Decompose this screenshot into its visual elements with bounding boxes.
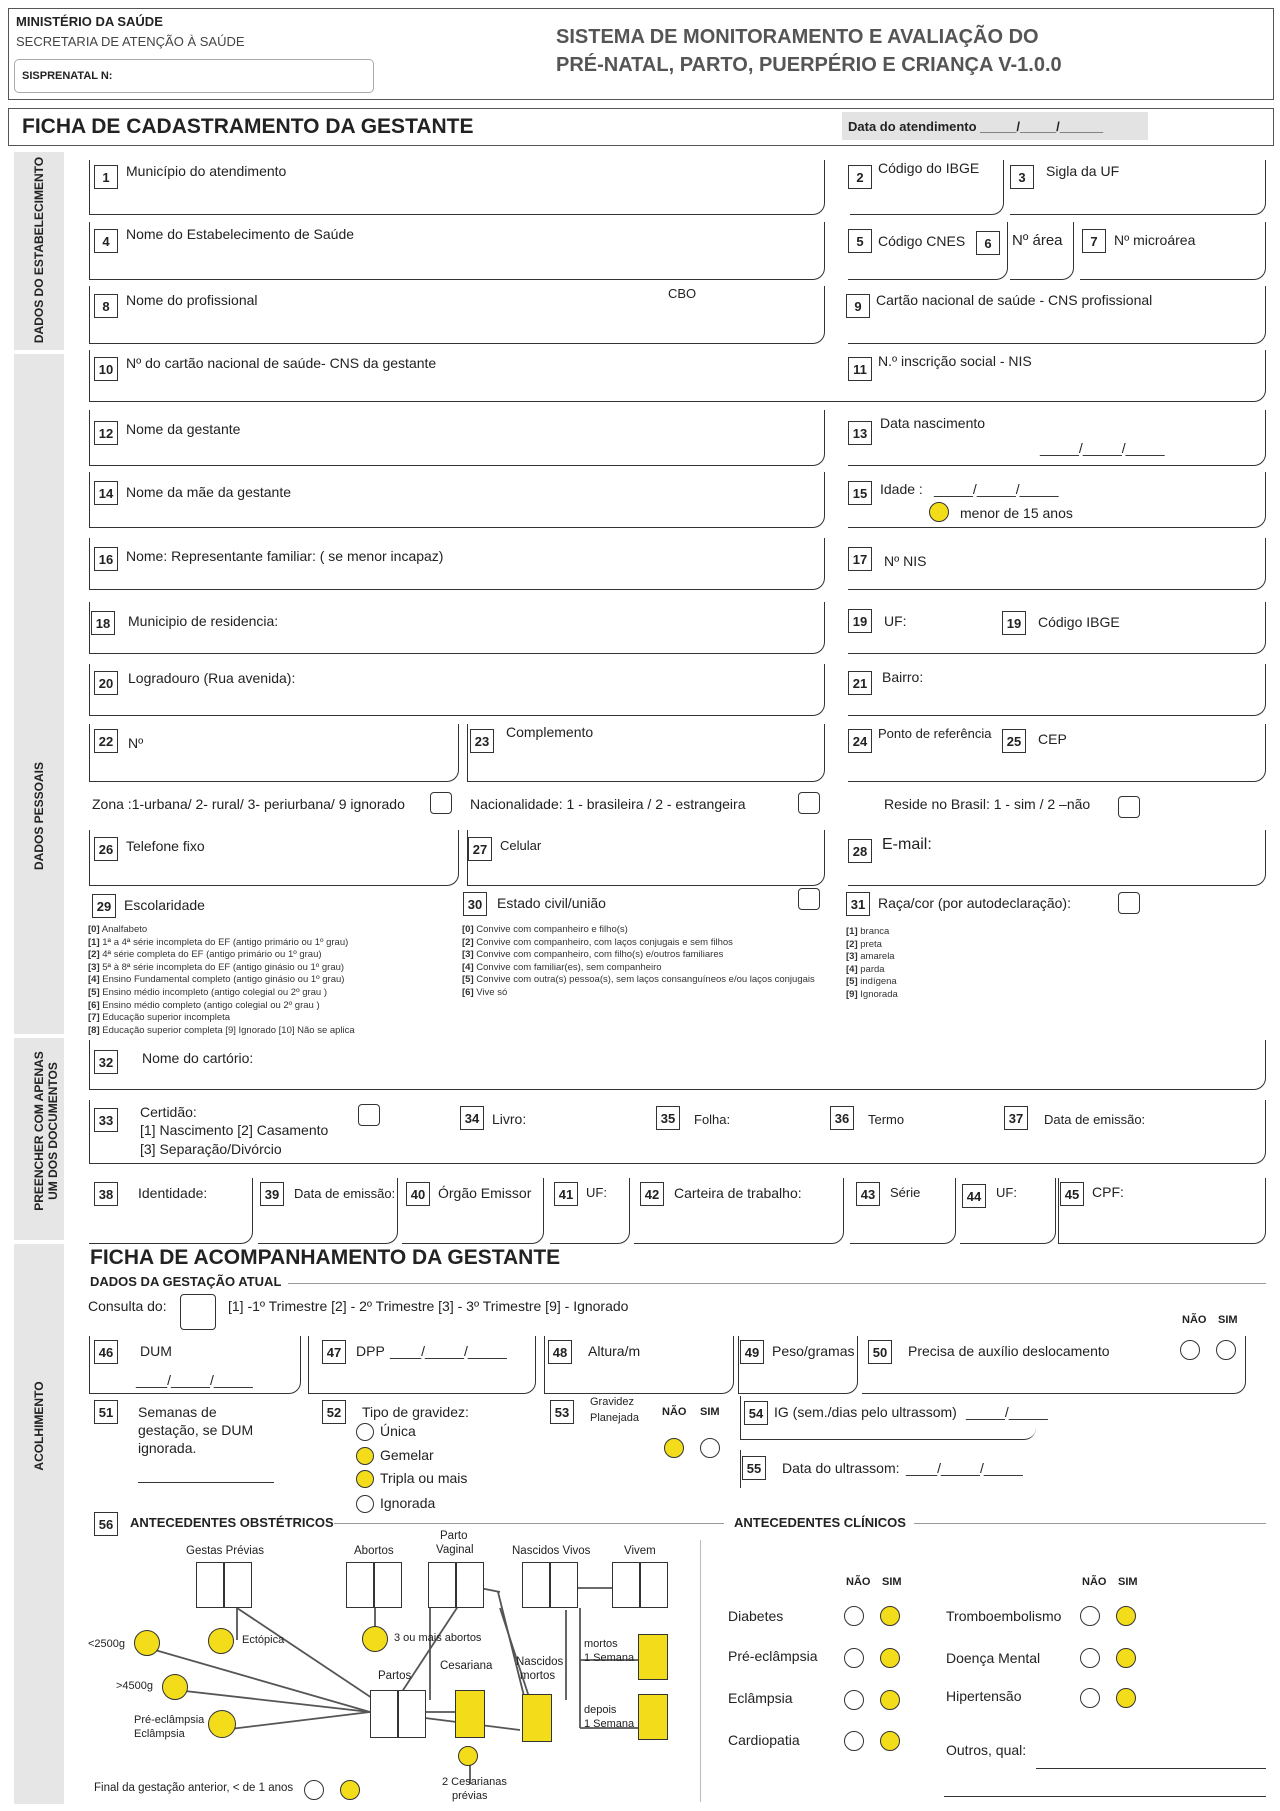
clinical-eclampsia-label: Eclâmpsia <box>728 1690 793 1706</box>
side-establishment-label: DADOS DO ESTABELECIMENTO <box>32 156 46 344</box>
field-12-number: 12 <box>94 421 118 445</box>
field-16-number: 16 <box>94 547 118 571</box>
consulta-label: Consulta do: <box>88 1298 167 1314</box>
gt4500-radio[interactable] <box>162 1674 188 1700</box>
field-34-number: 34 <box>460 1106 484 1130</box>
pregnancy-type-ignorada-label: Ignorada <box>380 1495 436 1511</box>
clinical-outros-label: Outros, qual: <box>946 1742 1027 1758</box>
cesarianas-previas-radio[interactable] <box>458 1746 478 1766</box>
clinical-diabetes-label: Diabetes <box>728 1608 784 1624</box>
side-reception-label: ACOLHIMENTO <box>32 1381 46 1471</box>
clinical-right-sim: SIM <box>1118 1576 1138 1588</box>
raca-option: [4] parda <box>846 963 885 975</box>
field-53-number: 53 <box>550 1400 574 1424</box>
reside-label: Reside no Brasil: 1 - sim / 2 –não <box>884 796 1091 812</box>
field-37-number: 37 <box>1004 1106 1028 1130</box>
raca-option: [3] amarela <box>846 951 895 963</box>
field-15-date[interactable]: _____/_____/_____ <box>934 481 1059 497</box>
gestas-previas-label: Gestas Prévias <box>186 1545 264 1557</box>
clinical-outros-line-1[interactable] <box>1036 1768 1266 1769</box>
clinical-right-nao: NÃO <box>1082 1576 1107 1588</box>
field-2-number: 2 <box>848 165 872 189</box>
clinical-cardiopatia-label: Cardiopatia <box>728 1732 800 1748</box>
clinical-cardiopatia-nao[interactable] <box>844 1731 864 1751</box>
field-31-number: 31 <box>846 892 870 916</box>
lt2500-radio[interactable] <box>134 1630 160 1656</box>
clinical-tromboembolismo-nao[interactable] <box>1080 1606 1100 1626</box>
field-13-number: 13 <box>848 421 872 445</box>
ectopica-radio[interactable] <box>208 1628 234 1654</box>
field-38-label: Identidade: <box>138 1185 208 1201</box>
field-36-number: 36 <box>830 1106 854 1130</box>
nascidos-mortos-box[interactable] <box>522 1694 552 1742</box>
field-5-label: Código CNES <box>878 233 966 249</box>
clinical-cardiopatia-sim[interactable] <box>880 1731 900 1751</box>
raca-option: [2] preta <box>846 938 882 950</box>
field-7-label: Nº microárea <box>1114 232 1196 248</box>
field-55-date[interactable]: ____/_____/_____ <box>906 1460 1023 1476</box>
lt2500-label: <2500g <box>88 1638 126 1650</box>
escolaridade-option: [3] 5ª à 8ª série incompleta do EF (antigo ginásio ou 1º grau) <box>88 961 345 973</box>
estado-civil-option: [5] Convive com outra(s) pessoa(s), sem laços consanguíneos e/ou laços conjugais <box>462 974 815 986</box>
clinical-diabetes-nao[interactable] <box>844 1606 864 1626</box>
secretariat-label: SECRETARIA DE ATENÇÃO À SAÚDE <box>16 34 245 49</box>
mortos-1-semana-box[interactable] <box>638 1634 668 1680</box>
field-33-option-1: [1] Nascimento [2] Casamento <box>140 1122 329 1138</box>
partos-box-2[interactable] <box>398 1690 426 1738</box>
field-17-number: 17 <box>848 547 872 571</box>
parto-vaginal-box-2[interactable] <box>456 1562 484 1608</box>
field-22-label: Nº <box>128 735 144 751</box>
field-18-number: 18 <box>91 611 115 635</box>
field-47-number: 47 <box>322 1340 346 1364</box>
attendance-date[interactable]: Data do atendimento _____/_____/______ <box>848 119 1104 134</box>
clinical-doenca-mental-label: Doença Mental <box>946 1650 1041 1666</box>
field-15-number: 15 <box>848 481 872 505</box>
final-gestacao-label: Final da gestação anterior, < de 1 anos <box>94 1782 294 1794</box>
field-12-label: Nome da gestante <box>126 421 241 437</box>
field-20-number: 20 <box>94 671 118 695</box>
field-3-label: Sigla da UF <box>1046 163 1120 179</box>
field-5-number: 5 <box>848 229 872 253</box>
field-53-sim-header: SIM <box>700 1406 720 1418</box>
field-27-label: Celular <box>500 838 542 853</box>
field-47-date[interactable]: ____/_____/_____ <box>390 1343 507 1359</box>
field-29-label: Escolaridade <box>124 897 205 913</box>
escolaridade-option: [7] Educação superior incompleta <box>88 1012 231 1024</box>
clinical-left-sim: SIM <box>882 1576 902 1588</box>
field-37-label: Data de emissão: <box>1044 1112 1146 1127</box>
field-46-date[interactable]: ____/_____/_____ <box>136 1372 253 1388</box>
escolaridade-option: [2] 4ª série completa do EF (antigo primário ou 1º grau) <box>88 949 322 961</box>
field-56-number: 56 <box>94 1512 118 1536</box>
pregnancy-type-unica-label: Única <box>380 1423 416 1439</box>
field-39-number: 39 <box>260 1182 284 1206</box>
parto-vaginal-label-2: Vaginal <box>436 1544 474 1556</box>
zona-label: Zona :1-urbana/ 2- rural/ 3- periurbana/ 9 ignorado <box>92 796 405 812</box>
nascidos-vivos-box-2[interactable] <box>550 1562 578 1608</box>
field-41-number: 41 <box>554 1182 578 1206</box>
field-8-cbo: CBO <box>668 286 697 301</box>
field-26-number: 26 <box>94 837 118 861</box>
ministry-label: MINISTÉRIO DA SAÚDE <box>16 14 163 29</box>
field-40-label: Órgão Emissor <box>438 1185 532 1201</box>
vivem-box-1[interactable] <box>612 1562 640 1608</box>
clinical-doenca-mental-nao[interactable] <box>1080 1648 1100 1668</box>
field-11-number: 11 <box>848 357 872 381</box>
field-6-number: 6 <box>976 231 1000 255</box>
field-46-label: DUM <box>140 1343 172 1359</box>
field-51-label-1: Semanas de <box>138 1404 217 1420</box>
field-9-label: Cartão nacional de saúde - CNS profissional <box>876 292 1153 308</box>
clinical-hipertensao-label: Hipertensão <box>946 1688 1022 1704</box>
escolaridade-option: [6] Ensino médio completo (antigo colegial ou 2º grau ) <box>88 999 320 1011</box>
field-22-number: 22 <box>94 729 118 753</box>
estado-civil-option: [2] Convive com companheiro, com laços conjugais e sem filhos <box>462 936 733 948</box>
field-47-label: DPP <box>356 1343 385 1359</box>
raca-option: [5] indígena <box>846 976 897 988</box>
field-24-number: 24 <box>848 729 872 753</box>
field-49-number: 49 <box>740 1340 764 1364</box>
field-36-label: Termo <box>868 1112 905 1127</box>
field-48-label: Altura/m <box>588 1343 641 1359</box>
field-52-label: Tipo de gravidez: <box>362 1404 469 1420</box>
field-50-label: Precisa de auxílio deslocamento <box>908 1343 1110 1359</box>
clinical-title: ANTECEDENTES CLÍNICOS <box>734 1515 906 1530</box>
field-33-option-2: [3] Separação/Divórcio <box>140 1141 282 1157</box>
field-27-number: 27 <box>468 837 492 861</box>
field-41-label: UF: <box>586 1185 607 1200</box>
escolaridade-option: [1] 1ª a 4ª série incompleta do EF (antigo primário ou 1º grau) <box>88 936 349 948</box>
nascidos-mortos-label-2: mortos <box>520 1670 556 1682</box>
system-title-line2: PRÉ-NATAL, PARTO, PUERPÉRIO E CRIANÇA V-1.0.0 <box>556 54 1062 76</box>
field-19a-label: UF: <box>884 613 907 629</box>
field-30-number: 30 <box>463 892 487 916</box>
depois-1-semana-label-2: 1 Semana <box>584 1718 635 1730</box>
field-48-number: 48 <box>548 1340 572 1364</box>
estado-civil-option: [4] Convive com familiar(es), sem companheiro <box>462 961 662 973</box>
estado-civil-option: [3] Convive com companheiro, com filho(s) e/outros familiares <box>462 949 724 961</box>
mortos-1-semana-label-1: mortos <box>584 1638 618 1650</box>
cesarianas-previas-label-2: prévias <box>452 1790 488 1802</box>
field-9-number: 9 <box>846 294 870 318</box>
system-title-line1: SISTEMA DE MONITORAMENTO E AVALIAÇÃO DO <box>556 26 1039 48</box>
gestas-previas-box-1[interactable] <box>196 1562 224 1608</box>
field-21-number: 21 <box>848 671 872 695</box>
field-23-label: Complemento <box>506 724 594 740</box>
field-25-label: CEP <box>1038 731 1067 747</box>
clinical-hipertensao-sim[interactable] <box>1116 1688 1136 1708</box>
field-26-label: Telefone fixo <box>126 838 205 854</box>
vivem-label: Vivem <box>624 1545 656 1557</box>
field-24-label: Ponto de referência <box>878 726 992 741</box>
clinical-outros-line-2[interactable] <box>944 1796 1266 1797</box>
sisprenatal-label: SISPRENATAL N: <box>22 70 113 82</box>
field-32-number: 32 <box>94 1050 118 1074</box>
field-56-label: ANTECEDENTES OBSTÉTRICOS <box>130 1515 334 1530</box>
pregnancy-type-tripla-label: Tripla ou mais <box>380 1470 468 1486</box>
field-50-number: 50 <box>868 1340 892 1364</box>
tres-abortos-label: 3 ou mais abortos <box>394 1632 482 1644</box>
field-17-label: Nº NIS <box>884 553 927 569</box>
field-10-number: 10 <box>94 357 118 381</box>
pre-eclampsia-history-label-1: Pré-eclâmpsia <box>134 1714 205 1726</box>
form-title: FICHA DE CADASTRAMENTO DA GESTANTE <box>22 115 474 138</box>
nascidos-vivos-label: Nascidos Vivos <box>512 1545 591 1557</box>
field-1-number: 1 <box>94 165 118 189</box>
nacionalidade-label: Nacionalidade: 1 - brasileira / 2 - estrangeira <box>470 796 746 812</box>
header-nao: NÃO <box>1182 1314 1207 1326</box>
field-54-label: IG (sem./dias pelo ultrassom) <box>774 1404 957 1420</box>
clinical-eclampsia-sim[interactable] <box>880 1690 900 1710</box>
field-54-number: 54 <box>744 1401 768 1425</box>
clinical-tromboembolismo-sim[interactable] <box>1116 1606 1136 1626</box>
field-52-number: 52 <box>322 1400 346 1424</box>
nascidos-mortos-label-1: Nascidos <box>516 1656 564 1668</box>
escolaridade-option: [5] Ensino médio incompleto (antigo colegial ou 2º grau ) <box>88 986 328 998</box>
followup-subtitle: DADOS DA GESTAÇÃO ATUAL <box>90 1274 282 1289</box>
cesariana-label: Cesariana <box>440 1660 493 1672</box>
clinical-pre-eclampsia-sim[interactable] <box>880 1648 900 1668</box>
field-42-label: Carteira de trabalho: <box>674 1185 802 1201</box>
field-4-label: Nome do Estabelecimento de Saúde <box>126 226 355 242</box>
field-44-label: UF: <box>996 1185 1017 1200</box>
field-15-label: Idade : <box>880 481 923 497</box>
escolaridade-option: [4] Ensino Fundamental completo (antigo ginásio ou 1º grau) <box>88 974 345 986</box>
side-documents-label-1: PREENCHER COM APENAS <box>32 1051 46 1211</box>
field-20-label: Logradouro (Rua avenida): <box>128 670 296 686</box>
followup-title: FICHA DE ACOMPANHAMENTO DA GESTANTE <box>90 1246 561 1269</box>
field-55-number: 55 <box>742 1456 766 1480</box>
field-23-number: 23 <box>470 729 494 753</box>
field-14-label: Nome da mãe da gestante <box>126 484 291 500</box>
field-46-number: 46 <box>94 1340 118 1364</box>
field-19a-number: 19 <box>848 609 872 633</box>
clinical-tromboembolismo-label: Tromboembolismo <box>946 1608 1062 1624</box>
escolaridade-option: [8] Educação superior completa [9] Ignorado [10] Não se aplica <box>88 1024 355 1036</box>
field-54-blank[interactable]: _____/_____ <box>966 1404 1048 1420</box>
estado-civil-option: [0] Convive com companheiro e filho(s) <box>462 924 628 935</box>
field-39-label: Data de emissão: <box>294 1186 396 1201</box>
field-2-label: Código do IBGE <box>878 160 980 176</box>
field-35-number: 35 <box>656 1106 680 1130</box>
field-21-label: Bairro: <box>882 669 924 685</box>
field-7-number: 7 <box>1082 229 1106 253</box>
field-18-label: Municipio de residencia: <box>128 613 279 629</box>
clinical-left-nao: NÃO <box>846 1576 871 1588</box>
estado-civil-option: [6] Vive só <box>462 986 508 998</box>
gt4500-label: >4500g <box>116 1680 154 1692</box>
depois-1-semana-box[interactable] <box>638 1694 668 1740</box>
field-53-nao-header: NÃO <box>662 1406 687 1418</box>
field-4-number: 4 <box>94 229 118 253</box>
escolaridade-option: [0] Analfabeto <box>88 924 148 935</box>
field-11-label: N.º inscrição social - NIS <box>878 353 1032 369</box>
field-32-label: Nome do cartório: <box>142 1050 254 1066</box>
field-38-number: 38 <box>94 1182 118 1206</box>
field-51-label-2: gestação, se DUM <box>138 1422 254 1438</box>
field-33-label: Certidão: <box>140 1104 197 1120</box>
field-55-label: Data do ultrassom: <box>782 1460 900 1476</box>
field-6-label: Nº área <box>1012 232 1063 249</box>
final-gestacao-sim-radio[interactable] <box>340 1780 360 1800</box>
field-3-number: 3 <box>1010 165 1034 189</box>
field-40-number: 40 <box>406 1182 430 1206</box>
field-13-date[interactable]: _____/_____/_____ <box>1040 440 1165 456</box>
under-15-label: menor de 15 anos <box>960 505 1073 521</box>
clinical-eclampsia-nao[interactable] <box>844 1690 864 1710</box>
field-45-number: 45 <box>1060 1182 1084 1206</box>
field-30-label: Estado civil/união <box>497 895 606 911</box>
raca-option: [1] branca <box>846 926 890 937</box>
side-personal-label: DADOS PESSOAIS <box>32 761 46 871</box>
field-43-number: 43 <box>856 1182 880 1206</box>
raca-option: [9] Ignorada <box>846 988 898 1000</box>
final-gestacao-nao-radio[interactable] <box>304 1780 324 1800</box>
side-documents-label-2: UM DOS DOCUMENTOS <box>46 1062 60 1200</box>
clinical-pre-eclampsia-label: Pré-eclâmpsia <box>728 1648 818 1664</box>
tres-abortos-radio[interactable] <box>362 1626 388 1652</box>
field-51-number: 51 <box>94 1400 118 1424</box>
pre-eclampsia-history-label-2: Eclâmpsia <box>134 1728 185 1740</box>
field-1-label: Município do atendimento <box>126 163 287 179</box>
header-sim: SIM <box>1218 1314 1238 1326</box>
field-8-number: 8 <box>94 294 118 318</box>
field-45-label: CPF: <box>1092 1184 1124 1200</box>
field-28-label: E-mail: <box>882 836 932 853</box>
field-25-number: 25 <box>1002 729 1026 753</box>
parto-vaginal-box-1[interactable] <box>428 1562 456 1608</box>
pre-eclampsia-history-radio[interactable] <box>208 1710 236 1738</box>
field-33-number: 33 <box>94 1108 118 1132</box>
nascidos-vivos-box-1[interactable] <box>522 1562 550 1608</box>
field-13-label: Data nascimento <box>880 415 986 431</box>
field-34-label: Livro: <box>492 1111 527 1127</box>
field-35-label: Folha: <box>694 1112 731 1127</box>
clinical-pre-eclampsia-nao[interactable] <box>844 1648 864 1668</box>
cesariana-box[interactable] <box>455 1690 485 1738</box>
field-10-label: Nº do cartão nacional de saúde- CNS da gestante <box>126 355 437 371</box>
clinical-hipertensao-nao[interactable] <box>1080 1688 1100 1708</box>
field-19b-label: Código IBGE <box>1038 614 1120 630</box>
field-53-label-2: Planejada <box>590 1412 639 1424</box>
parto-vaginal-label-1: Parto <box>440 1530 468 1542</box>
field-31-label: Raça/cor (por autodeclaração): <box>878 895 1071 911</box>
ectopica-label: Ectópica <box>242 1634 285 1646</box>
field-43-label: Série <box>890 1185 921 1200</box>
clinical-diabetes-sim[interactable] <box>880 1606 900 1626</box>
field-51-label-3: ignorada. <box>138 1440 197 1456</box>
field-42-number: 42 <box>640 1182 664 1206</box>
trimestres-label: [1] -1º Trimestre [2] - 2º Trimestre [3] - 3º Trimestre [9] - Ignorado <box>228 1298 629 1314</box>
field-16-label: Nome: Representante familiar: ( se menor incapaz) <box>126 548 444 564</box>
field-29-number: 29 <box>92 894 116 918</box>
field-53-label-1: Gravidez <box>590 1396 635 1408</box>
field-19b-number: 19 <box>1002 611 1026 635</box>
abortos-box-2[interactable] <box>374 1562 402 1608</box>
field-8-label: Nome do profissional <box>126 292 258 308</box>
vivem-box-2[interactable] <box>640 1562 668 1608</box>
pregnancy-type-gemelar-label: Gemelar <box>380 1447 434 1463</box>
field-14-number: 14 <box>94 481 118 505</box>
abortos-box-1[interactable] <box>346 1562 374 1608</box>
field-49-label: Peso/gramas <box>772 1343 855 1359</box>
depois-1-semana-label-1: depois <box>584 1704 617 1716</box>
abortos-label: Abortos <box>354 1545 394 1557</box>
cesarianas-previas-label-1: 2 Cesarianas <box>442 1776 507 1788</box>
partos-box-1[interactable] <box>370 1690 398 1738</box>
field-28-number: 28 <box>848 839 872 863</box>
partos-label: Partos <box>378 1670 412 1682</box>
field-44-number: 44 <box>962 1184 986 1208</box>
gestas-previas-box-2[interactable] <box>224 1562 252 1608</box>
mortos-1-semana-label-2: 1 Semana <box>584 1652 635 1664</box>
clinical-doenca-mental-sim[interactable] <box>1116 1648 1136 1668</box>
